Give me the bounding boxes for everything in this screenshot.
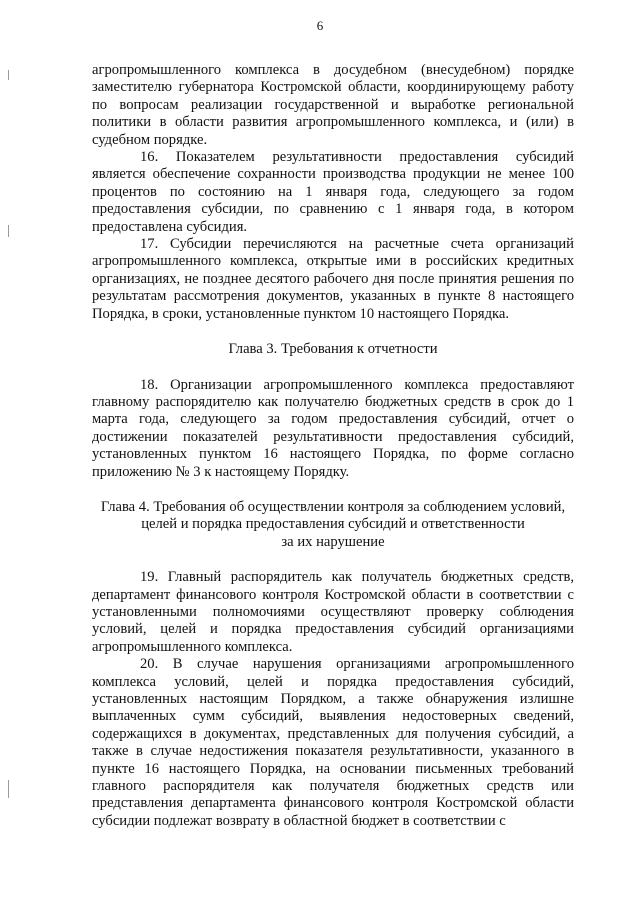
document-body (92, 62, 574, 830)
chapter-4-heading-line-3: за их нарушение (281, 533, 385, 550)
chapter-4-heading-line-2: целей и порядка предоставления субсидий и ответственности (141, 516, 525, 533)
chapter-4-heading (92, 499, 574, 551)
paragraph-17: 17. Субсидии перечисляются на расчетные счета организаций агропромышленного комплекса, открытые ими в российских кредитных организациях, не позднее десятого рабочего дня после принятия решения по результатам рассмотрения документов, указанных в пункте 8 настоящего Порядка, в сроки, установленные пунктом 10 настоящего Порядка. (92, 236, 574, 322)
paragraph-18: 18. Организации агропромышленного комплекса предоставляют главному распорядителю как получателю бюджетных средств в срок до 1 марта года, следующего за годом предоставления субсидий, отчет о достижении показателей результативности предоставления субсидий, установленных пунктом 16 настоящего Порядка, по форме согласно приложению № 3 к настоящему Порядку. (92, 376, 574, 480)
page-number: 6 (316, 18, 324, 33)
paragraph-19: 19. Главный распорядитель как получатель бюджетных средств, департамент финансового контроля Костромской области в соответствии с установленными полномочиями осуществляют проверку соблюдения условий, целей и порядка предоставления субсидий организациями агропромышленного комплекса. (92, 569, 574, 655)
chapter-3-heading: Глава 3. Требования к отчетности (228, 341, 438, 358)
paragraph-16: 16. Показателем результативности предоставления субсидий является обеспечение сохранности производства продукции не менее 100 процентов по состоянию на 1 января года, следующего за годом предоставления субсидии, по сравнению с 1 января года, в котором предоставлена субсидия. (92, 149, 574, 235)
scan-artifact (8, 225, 9, 237)
chapter-4-heading-line-1: Глава 4. Требования об осуществлении контроля за соблюдением условий, (100, 498, 566, 515)
scan-artifact (8, 70, 9, 80)
paragraph-continuation: агропромышленного комплекса в досудебном (внесудебном) порядке заместителю губернатора Костромской области, координирующему работу по вопросам реализации государственной и выработке региональной политики в области развития агропромышленного комплекса, и (или) в судебном порядке. (92, 62, 574, 148)
scan-artifact (8, 780, 9, 798)
paragraph-20: 20. В случае нарушения организациями агропромышленного комплекса условий, целей и порядка предоставления субсидий, установленных настоящим Порядком, а также обнаружения излишне выплаченных сумм субсидий, выявления недостоверных сведений, содержащихся в документах, представленных для получения субсидий, а также в случае недостижения показателя результативности, указанного в пункте 16 настоящего Порядка, на основании письменных требований главного распорядителя как получателя бюджетных средств или представления департамента финансового контроля Костромской области субсидии подлежат возврату в областной бюджет в соответствии с (92, 656, 574, 829)
